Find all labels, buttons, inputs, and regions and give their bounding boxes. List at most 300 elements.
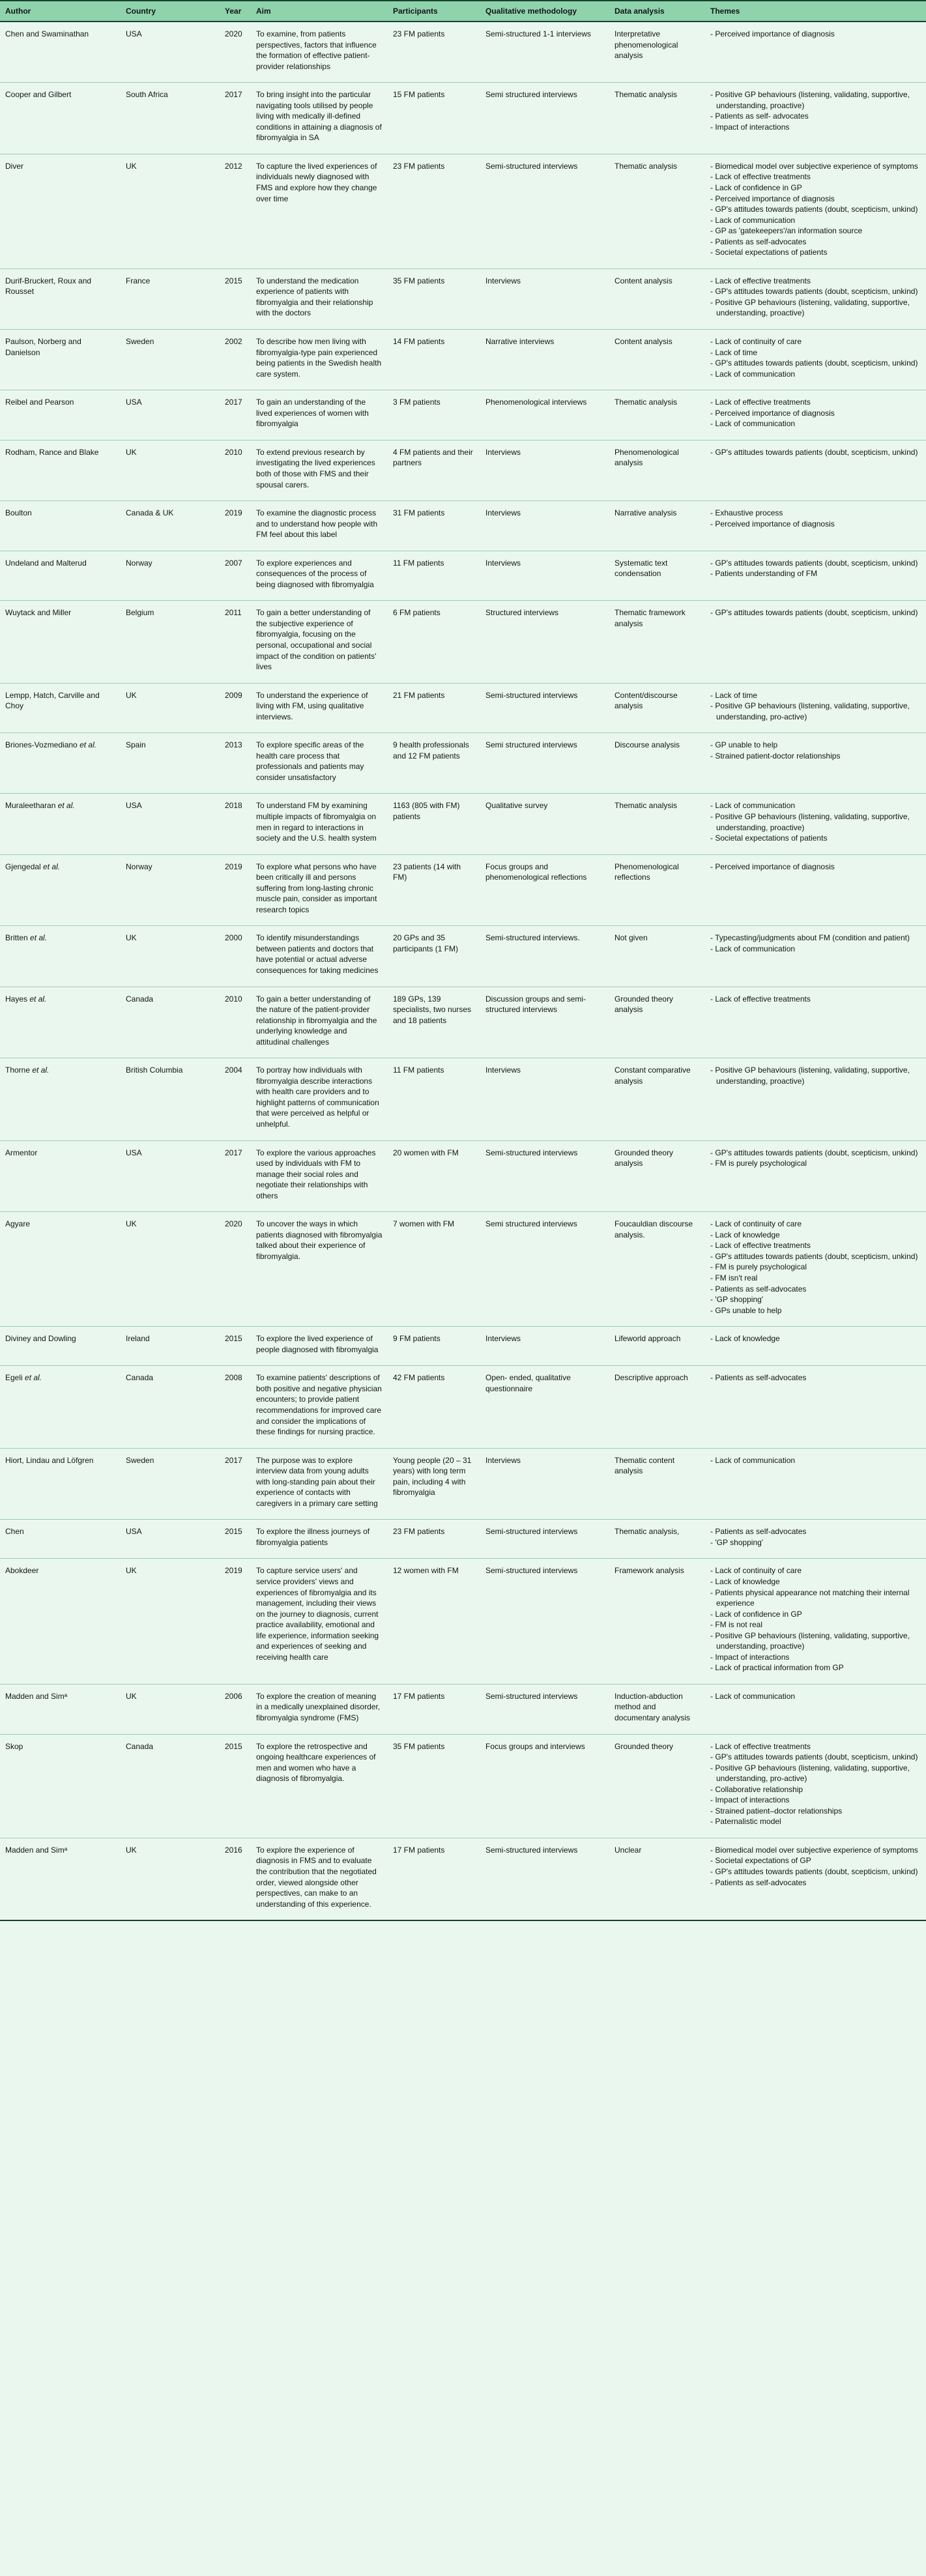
- theme-item: - Impact of interactions: [710, 1795, 790, 1805]
- cell-country: Canada: [121, 1366, 220, 1448]
- cell-themes: [705, 501, 926, 551]
- table-row: [0, 854, 926, 926]
- cell-participants: 42 FM patients: [388, 1366, 480, 1448]
- cell-methodology: Semi-structured interviews: [480, 1684, 609, 1734]
- cell-author: Abokdeer: [0, 1559, 121, 1684]
- cell-author: Thorne et al.: [0, 1058, 121, 1140]
- column-header-themes: Themes: [705, 1, 926, 22]
- cell-participants: 189 GPs, 139 specialists, two nurses and 18 patients: [388, 987, 480, 1058]
- cell-country: USA: [121, 390, 220, 441]
- theme-item: - Lack of effective treatments: [710, 994, 811, 1004]
- table-row: [0, 683, 926, 733]
- theme-item: - GP's attitudes towards patients (doubt, scepticism, unkind): [710, 447, 918, 457]
- cell-author: Lempp, Hatch, Carville and Choy: [0, 683, 121, 733]
- cell-analysis: Discourse analysis: [609, 733, 705, 794]
- cell-participants: 1163 (805 with FM) patients: [388, 794, 480, 854]
- theme-item: - Perceived importance of diagnosis: [710, 519, 835, 528]
- cell-author: Wuytack and Miller: [0, 601, 121, 683]
- cell-participants: 35 FM patients: [388, 1734, 480, 1838]
- theme-item: - Lack of knowledge: [710, 1334, 780, 1344]
- cell-participants: 9 health professionals and 12 FM patients: [388, 733, 480, 794]
- cell-analysis: Not given: [609, 926, 705, 987]
- cell-author: Gjengedal et al.: [0, 854, 121, 926]
- cell-author: Muraleetharan et al.: [0, 794, 121, 854]
- table-row: [0, 1448, 926, 1520]
- cell-year: 2017: [220, 1448, 251, 1520]
- cell-country: UK: [121, 926, 220, 987]
- table-row: [0, 154, 926, 268]
- cell-year: 2017: [220, 83, 251, 154]
- table-row: [0, 794, 926, 854]
- theme-item: - Lack of communication: [710, 944, 796, 953]
- theme-item: - Positive GP behaviours (listening, validating, supportive, understanding, proactive): [710, 1630, 910, 1651]
- cell-analysis: Constant comparative analysis: [609, 1058, 705, 1140]
- cell-methodology: Semi-structured 1-1 interviews: [480, 22, 609, 83]
- cell-participants: 7 women with FM: [388, 1212, 480, 1327]
- theme-item: - Patients as self-advocates: [710, 1527, 807, 1537]
- table-row: [0, 440, 926, 500]
- theme-item: - GP's attitudes towards patients (doubt, scepticism, unkind): [710, 287, 918, 297]
- cell-methodology: Interviews: [480, 1327, 609, 1366]
- cell-country: USA: [121, 22, 220, 83]
- cell-year: 2017: [220, 390, 251, 441]
- cell-aim: To capture the lived experiences of individuals newly diagnosed with FMS and explore how they change over time: [251, 154, 388, 268]
- cell-participants: 23 FM patients: [388, 154, 480, 268]
- cell-country: Canada: [121, 987, 220, 1058]
- cell-author: Diviney and Dowling: [0, 1327, 121, 1366]
- table-row: [0, 926, 926, 987]
- cell-analysis: Thematic analysis: [609, 390, 705, 441]
- table-row: [0, 390, 926, 441]
- theme-item: - Exhaustive process: [710, 508, 783, 518]
- theme-item: - Paternalistic model: [710, 1817, 781, 1827]
- cell-methodology: Semi-structured interviews: [485, 1845, 578, 1855]
- column-header-author: Author: [0, 1, 121, 22]
- theme-item: - Impact of interactions: [710, 1652, 790, 1662]
- table-row: [0, 1734, 926, 1838]
- cell-analysis: Descriptive approach: [609, 1366, 705, 1448]
- theme-item: - Biomedical model over subjective experience of symptoms: [710, 1845, 918, 1855]
- cell-participants: 31 FM patients: [388, 501, 480, 551]
- cell-country: USA: [121, 1140, 220, 1212]
- cell-methodology: Discussion groups and semi-structured interviews: [480, 987, 609, 1058]
- theme-item: - Lack of effective treatments: [710, 398, 811, 407]
- table-row: [0, 1559, 926, 1684]
- cell-themes: [705, 926, 926, 987]
- theme-item: - Patients as self-advocates: [710, 1877, 807, 1887]
- cell-themes: [705, 601, 926, 683]
- cell-author: Chen and Swaminathan: [0, 22, 121, 83]
- cell-aim: To identify misunderstandings between patients and doctors that have potential or actual adverse consequences for taking medicines: [251, 926, 388, 987]
- cell-participants: 6 FM patients: [388, 601, 480, 683]
- cell-aim: To explore the various approaches used by individuals with FM to manage their social roles and negotiate their relationships with others: [251, 1140, 388, 1212]
- cell-author: Madden and Simᵃ: [5, 1845, 68, 1855]
- theme-item: - Lack of continuity of care: [710, 1566, 802, 1576]
- cell-aim: To explore specific areas of the health care process that professionals and patients may consider unsatisfactory: [251, 733, 388, 794]
- cell-country: Spain: [121, 733, 220, 794]
- column-header-methodology: Qualitative methodology: [480, 1, 609, 22]
- theme-item: - Lack of time: [710, 690, 758, 700]
- cell-author: Briones-Vozmediano et al.: [0, 733, 121, 794]
- theme-item: - Lack of effective treatments: [710, 172, 811, 182]
- cell-analysis: Thematic analysis,: [609, 1520, 705, 1559]
- cell-aim: To gain an understanding of the lived experiences of women with fibromyalgia: [251, 390, 388, 441]
- theme-item: - Strained patient–doctor relationships: [710, 1806, 843, 1816]
- table-row: [0, 1327, 926, 1366]
- cell-author: Britten et al.: [0, 926, 121, 987]
- cell-themes: [705, 1734, 926, 1838]
- cell-methodology: Qualitative survey: [480, 794, 609, 854]
- cell-analysis: Unclear: [615, 1845, 642, 1855]
- cell-year: 2020: [220, 1212, 251, 1327]
- cell-author: Egeli et al.: [0, 1366, 121, 1448]
- cell-author: Armentor: [0, 1140, 121, 1212]
- theme-item: - Patients as self-advocates: [710, 237, 807, 246]
- cell-country: Canada: [121, 1734, 220, 1838]
- cell-methodology: Semi-structured interviews: [480, 1520, 609, 1559]
- cell-aim: To explore the retrospective and ongoing healthcare experiences of men and women who have a diagnosis of fibromyalgia.: [251, 1734, 388, 1838]
- cell-author: Agyare: [0, 1212, 121, 1327]
- theme-item: - Patients as self- advocates: [710, 111, 809, 121]
- cell-author: Reibel and Pearson: [0, 390, 121, 441]
- table-row: [0, 330, 926, 390]
- cell-analysis: Grounded theory analysis: [609, 987, 705, 1058]
- cell-author: Undeland and Malterud: [0, 551, 121, 601]
- theme-item: - 'GP shopping': [710, 1295, 764, 1305]
- cell-themes: [705, 987, 926, 1058]
- table-row: [0, 1058, 926, 1140]
- cell-participants: Young people (20 – 31 years) with long term pain, including 4 with fibromyalgia: [388, 1448, 480, 1520]
- table-row: [0, 268, 926, 329]
- cell-participants: 23 FM patients: [388, 22, 480, 83]
- cell-country: France: [121, 268, 220, 329]
- cell-methodology: Interviews: [480, 268, 609, 329]
- cell-country: UK: [121, 440, 220, 500]
- theme-item: - Patients as self-advocates: [710, 1373, 807, 1383]
- cell-analysis: Phenomenological reflections: [609, 854, 705, 926]
- cell-methodology: Semi-structured interviews.: [480, 926, 609, 987]
- cell-year: 2011: [220, 601, 251, 683]
- theme-item: - Lack of communication: [710, 1691, 796, 1701]
- theme-item: - GP's attitudes towards patients (doubt, scepticism, unkind): [710, 205, 918, 214]
- cell-year: 2015: [220, 1520, 251, 1559]
- theme-item: - Positive GP behaviours (listening, validating, supportive, understanding, proactive): [710, 297, 910, 318]
- cell-country: UK: [121, 1212, 220, 1327]
- table-row: [0, 733, 926, 794]
- cell-year: 2019: [220, 1559, 251, 1684]
- cell-analysis: Thematic analysis: [609, 83, 705, 154]
- cell-methodology: Focus groups and phenomenological reflections: [480, 854, 609, 926]
- theme-item: - Lack of communication: [710, 215, 796, 225]
- theme-item: - Strained patient-doctor relationships: [710, 751, 841, 760]
- cell-year: 2015: [220, 268, 251, 329]
- table-row: [0, 1838, 926, 1920]
- cell-country: USA: [121, 794, 220, 854]
- cell-year: 2013: [220, 733, 251, 794]
- cell-aim: To explore the illness journeys of fibromyalgia patients: [251, 1520, 388, 1559]
- cell-author: Hayes et al.: [0, 987, 121, 1058]
- table-header-row: [0, 1, 926, 22]
- theme-item: - Societal expectations of GP: [710, 1856, 811, 1866]
- theme-item: - Positive GP behaviours (listening, validating, supportive, understanding, proactive): [710, 1065, 910, 1086]
- cell-participants: 20 GPs and 35 participants (1 FM): [388, 926, 480, 987]
- cell-analysis: Content analysis: [609, 268, 705, 329]
- cell-methodology: Semi-structured interviews: [480, 154, 609, 268]
- cell-themes: [705, 1212, 926, 1327]
- theme-item: - Patients as self-advocates: [710, 1284, 807, 1294]
- cell-author: Diver: [0, 154, 121, 268]
- cell-aim: To examine, from patients perspectives, factors that influence the formation of effective patient-provider relationships: [251, 22, 388, 83]
- theme-item: - Patients physical appearance not matching their internal experience: [710, 1587, 910, 1608]
- theme-item: - Lack of communication: [710, 419, 796, 429]
- theme-item: - Positive GP behaviours (listening, validating, supportive, understanding, proactive): [710, 90, 910, 110]
- table-row: [0, 1520, 926, 1559]
- cell-country: South Africa: [121, 83, 220, 154]
- theme-item: - GP's attitudes towards patients (doubt, scepticism, unkind): [710, 1867, 918, 1876]
- theme-item: - GP's attitudes towards patients (doubt, scepticism, unkind): [710, 358, 918, 368]
- table-row: [0, 1684, 926, 1734]
- cell-methodology: Structured interviews: [480, 601, 609, 683]
- cell-analysis: Induction-abduction method and documentary analysis: [609, 1684, 705, 1734]
- cell-analysis: Framework analysis: [609, 1559, 705, 1684]
- cell-analysis: Systematic text condensation: [609, 551, 705, 601]
- cell-analysis: Thematic content analysis: [609, 1448, 705, 1520]
- theme-item: - Lack of continuity of care: [710, 1219, 802, 1229]
- cell-author: Madden and Simᵃ: [0, 1684, 121, 1734]
- table-row: [0, 83, 926, 154]
- cell-aim: To understand the medication experience of patients with fibromyalgia and their relationship with the doctors: [251, 268, 388, 329]
- cell-aim: To explore experiences and consequences of the process of being diagnosed with fibromyalgia: [251, 551, 388, 601]
- theme-item: - GP as 'gatekeepers'/an information source: [710, 226, 863, 236]
- cell-year: 2004: [220, 1058, 251, 1140]
- theme-item: - Perceived importance of diagnosis: [710, 29, 835, 38]
- cell-methodology: Semi-structured interviews: [480, 1559, 609, 1684]
- cell-themes: [705, 83, 926, 154]
- cell-author: Boulton: [0, 501, 121, 551]
- cell-themes: [705, 268, 926, 329]
- cell-participants: 9 FM patients: [388, 1327, 480, 1366]
- cell-methodology: Semi structured interviews: [480, 1212, 609, 1327]
- cell-participants: 4 FM patients and their partners: [388, 440, 480, 500]
- cell-country: UK: [121, 1684, 220, 1734]
- theme-item: - GP's attitudes towards patients (doubt, scepticism, unkind): [710, 1251, 918, 1261]
- cell-methodology: Interviews: [480, 551, 609, 601]
- cell-aim: To examine the diagnostic process and to understand how people with FM feel about this label: [251, 501, 388, 551]
- cell-aim: To examine patients' descriptions of both positive and negative physician encounters; to provide patient recommendations for improved care and consider the implications of these findings for nursing practice.: [251, 1366, 388, 1448]
- table-row: [0, 501, 926, 551]
- cell-themes: [705, 854, 926, 926]
- cell-themes: [705, 1327, 926, 1366]
- cell-country: Belgium: [121, 601, 220, 683]
- theme-item: - Lack of communication: [710, 1455, 796, 1465]
- cell-author: Cooper and Gilbert: [0, 83, 121, 154]
- cell-author: Hiort, Lindau and Löfgren: [0, 1448, 121, 1520]
- cell-methodology: Interviews: [480, 440, 609, 500]
- cell-participants: 23 patients (14 with FM): [388, 854, 480, 926]
- cell-participants: 11 FM patients: [388, 1058, 480, 1140]
- column-header-aim: Aim: [251, 1, 388, 22]
- theme-item: - Lack of effective treatments: [710, 1241, 811, 1251]
- cell-aim: To gain a better understanding of the subjective experience of fibromyalgia, focusing on the personal, occupational and social impact of the condition on patients' lives: [251, 601, 388, 683]
- theme-item: - Patients understanding of FM: [710, 569, 818, 579]
- cell-themes: [705, 1366, 926, 1448]
- theme-item: - Lack of effective treatments: [710, 276, 811, 285]
- cell-themes: [705, 1559, 926, 1684]
- cell-aim: The purpose was to explore interview data from young adults with long-standing pain about their experience of contacts with caregivers in a primary care setting: [251, 1448, 388, 1520]
- cell-themes: [705, 1520, 926, 1559]
- cell-analysis: Grounded theory: [609, 1734, 705, 1838]
- cell-aim: To explore the experience of diagnosis in FMS and to evaluate the contribution that the negotiated order, viewed alongside other perspectives, can make to an understanding of this experience.: [256, 1845, 377, 1909]
- cell-methodology: Semi-structured interviews: [480, 1140, 609, 1212]
- cell-themes: [705, 1448, 926, 1520]
- table-row: [0, 987, 926, 1058]
- cell-methodology: Semi structured interviews: [480, 83, 609, 154]
- theme-item: - Lack of knowledge: [710, 1576, 780, 1586]
- cell-year: 2012: [220, 154, 251, 268]
- theme-item: - GP's attitudes towards patients (doubt, scepticism, unkind): [710, 1752, 918, 1762]
- cell-analysis: Interpretative phenomenological analysis: [609, 22, 705, 83]
- theme-item: - Lack of effective treatments: [710, 1741, 811, 1751]
- cell-themes: [705, 154, 926, 268]
- theme-item: - GP unable to help: [710, 740, 778, 750]
- theme-item: - Biomedical model over subjective experience of symptoms: [710, 161, 918, 171]
- cell-country: UK: [121, 683, 220, 733]
- cell-methodology: Focus groups and interviews: [480, 1734, 609, 1838]
- table-row: [0, 551, 926, 601]
- cell-aim: To extend previous research by investigating the lived experiences both of those with FMS and their spousal carers.: [251, 440, 388, 500]
- theme-item: - Positive GP behaviours (listening, validating, supportive, understanding, pro-active): [710, 701, 910, 721]
- theme-item: - Perceived importance of diagnosis: [710, 861, 835, 871]
- cell-year: 2006: [220, 1684, 251, 1734]
- cell-aim: To explore the creation of meaning in a medically unexplained disorder, fibromyalgia syndrome (FMS): [251, 1684, 388, 1734]
- cell-country: UK: [126, 1845, 137, 1855]
- column-header-year: Year: [220, 1, 251, 22]
- theme-item: - GP's attitudes towards patients (doubt, scepticism, unkind): [710, 608, 918, 618]
- cell-participants: 3 FM patients: [388, 390, 480, 441]
- cell-methodology: Interviews: [480, 501, 609, 551]
- table-row: [0, 1140, 926, 1212]
- cell-methodology: Semi-structured interviews: [480, 683, 609, 733]
- cell-year: 2015: [220, 1734, 251, 1838]
- cell-themes: [705, 1058, 926, 1140]
- theme-item: - FM is purely psychological: [710, 1159, 807, 1168]
- cell-analysis: Narrative analysis: [609, 501, 705, 551]
- theme-item: - FM is purely psychological: [710, 1262, 807, 1272]
- cell-year: 2018: [220, 794, 251, 854]
- cell-aim: To understand FM by examining multiple impacts of fibromyalgia on men in regard to interactions in society and the U.S. health system: [251, 794, 388, 854]
- cell-country: UK: [121, 1559, 220, 1684]
- theme-item: - Lack of confidence in GP: [710, 183, 802, 193]
- theme-item: - GP's attitudes towards patients (doubt, scepticism, unkind): [710, 558, 918, 568]
- cell-participants: 20 women with FM: [388, 1140, 480, 1212]
- cell-participants: 15 FM patients: [388, 83, 480, 154]
- cell-author: Chen: [0, 1520, 121, 1559]
- cell-year: 2019: [220, 501, 251, 551]
- cell-aim: To explore what persons who have been critically ill and persons suffering from long-lasting chronic muscle pain, consider as important research topics: [251, 854, 388, 926]
- cell-aim: To understand the experience of living with FM, using qualitative interviews.: [251, 683, 388, 733]
- cell-year: 2017: [220, 1140, 251, 1212]
- cell-analysis: Content/discourse analysis: [609, 683, 705, 733]
- theme-item: - Positive GP behaviours (listening, validating, supportive, understanding, pro-active): [710, 1763, 910, 1784]
- cell-methodology: Interviews: [480, 1058, 609, 1140]
- cell-methodology: Phenomenological interviews: [480, 390, 609, 441]
- cell-analysis: Thematic analysis: [609, 154, 705, 268]
- theme-item: - FM isn't real: [710, 1273, 758, 1283]
- theme-item: - Perceived importance of diagnosis: [710, 194, 835, 203]
- cell-analysis: Phenomenological analysis: [609, 440, 705, 500]
- cell-aim: To gain a better understanding of the nature of the patient-provider relationship in fibromyalgia and the underlying knowledge and attitudinal challenges: [251, 987, 388, 1058]
- theme-item: - Lack of communication: [710, 369, 796, 379]
- table-row: [0, 1212, 926, 1327]
- cell-country: Canada & UK: [121, 501, 220, 551]
- cell-themes: [705, 1684, 926, 1734]
- theme-item: - Societal expectations of patients: [710, 248, 828, 257]
- cell-aim: To describe how men living with fibromyalgia-type pain experienced being patients in the Swedish health care system.: [251, 330, 388, 390]
- cell-participants: 21 FM patients: [388, 683, 480, 733]
- cell-analysis: Thematic analysis: [609, 794, 705, 854]
- cell-aim: To uncover the ways in which patients diagnosed with fibromyalgia talked about their experience of fibromyalgia.: [251, 1212, 388, 1327]
- cell-year: 2010: [220, 987, 251, 1058]
- cell-aim: To capture service users' and service providers' views and experiences of fibromyalgia and its management, including their views on the journey to diagnosis, current practice availability, emotional and life experience, information seeking and experiences of seeking and receiving health care: [251, 1559, 388, 1684]
- cell-author: Paulson, Norberg and Danielson: [0, 330, 121, 390]
- cell-methodology: Interviews: [480, 1448, 609, 1520]
- theme-item: - Lack of continuity of care: [710, 337, 802, 347]
- theme-item: - Impact of interactions: [710, 122, 790, 132]
- theme-item: - Collaborative relationship: [710, 1784, 803, 1794]
- theme-item: - Lack of time: [710, 347, 758, 357]
- cell-themes: [705, 733, 926, 794]
- theme-item: - Societal expectations of patients: [710, 833, 828, 843]
- cell-author: Rodham, Rance and Blake: [0, 440, 121, 500]
- theme-item: - GPs unable to help: [710, 1305, 782, 1315]
- cell-analysis: Thematic framework analysis: [609, 601, 705, 683]
- cell-themes: [705, 551, 926, 601]
- cell-themes: [705, 1140, 926, 1212]
- cell-themes: [705, 330, 926, 390]
- cell-country: British Columbia: [121, 1058, 220, 1140]
- cell-country: UK: [121, 154, 220, 268]
- cell-year: 2020: [220, 22, 251, 83]
- cell-participants: 17 FM patients: [393, 1845, 445, 1855]
- cell-country: Norway: [121, 551, 220, 601]
- column-header-participants: Participants: [388, 1, 480, 22]
- cell-country: Norway: [121, 854, 220, 926]
- cell-aim: To portray how individuals with fibromyalgia describe interactions with health care providers and to highlight patterns of communication that were perceived as helpful or unhelpful.: [251, 1058, 388, 1140]
- cell-participants: 12 women with FM: [388, 1559, 480, 1684]
- theme-item: - FM is not real: [710, 1620, 763, 1630]
- cell-themes: [705, 794, 926, 854]
- cell-participants: 23 FM patients: [388, 1520, 480, 1559]
- cell-aim: To bring insight into the particular navigating tools utilised by people living with medically ill-defined conditions in attaining a diagnosis of fibromyalgia in SA: [251, 83, 388, 154]
- cell-participants: 11 FM patients: [388, 551, 480, 601]
- theme-item: - Lack of knowledge: [710, 1230, 780, 1239]
- cell-year: 2002: [220, 330, 251, 390]
- theme-item: - Positive GP behaviours (listening, validating, supportive, understanding, proactive): [710, 811, 910, 832]
- table-row: [0, 22, 926, 83]
- cell-themes: [705, 390, 926, 441]
- theme-item: - GP's attitudes towards patients (doubt, scepticism, unkind): [710, 1148, 918, 1157]
- cell-analysis: Lifeworld approach: [609, 1327, 705, 1366]
- cell-author: Skop: [0, 1734, 121, 1838]
- cell-year: 2016: [225, 1845, 242, 1855]
- cell-themes: [705, 22, 926, 83]
- cell-year: 2007: [220, 551, 251, 601]
- cell-year: 2015: [220, 1327, 251, 1366]
- cell-analysis: Grounded theory analysis: [609, 1140, 705, 1212]
- cell-year: 2009: [220, 683, 251, 733]
- column-header-country: Country: [121, 1, 220, 22]
- cell-year: 2008: [220, 1366, 251, 1448]
